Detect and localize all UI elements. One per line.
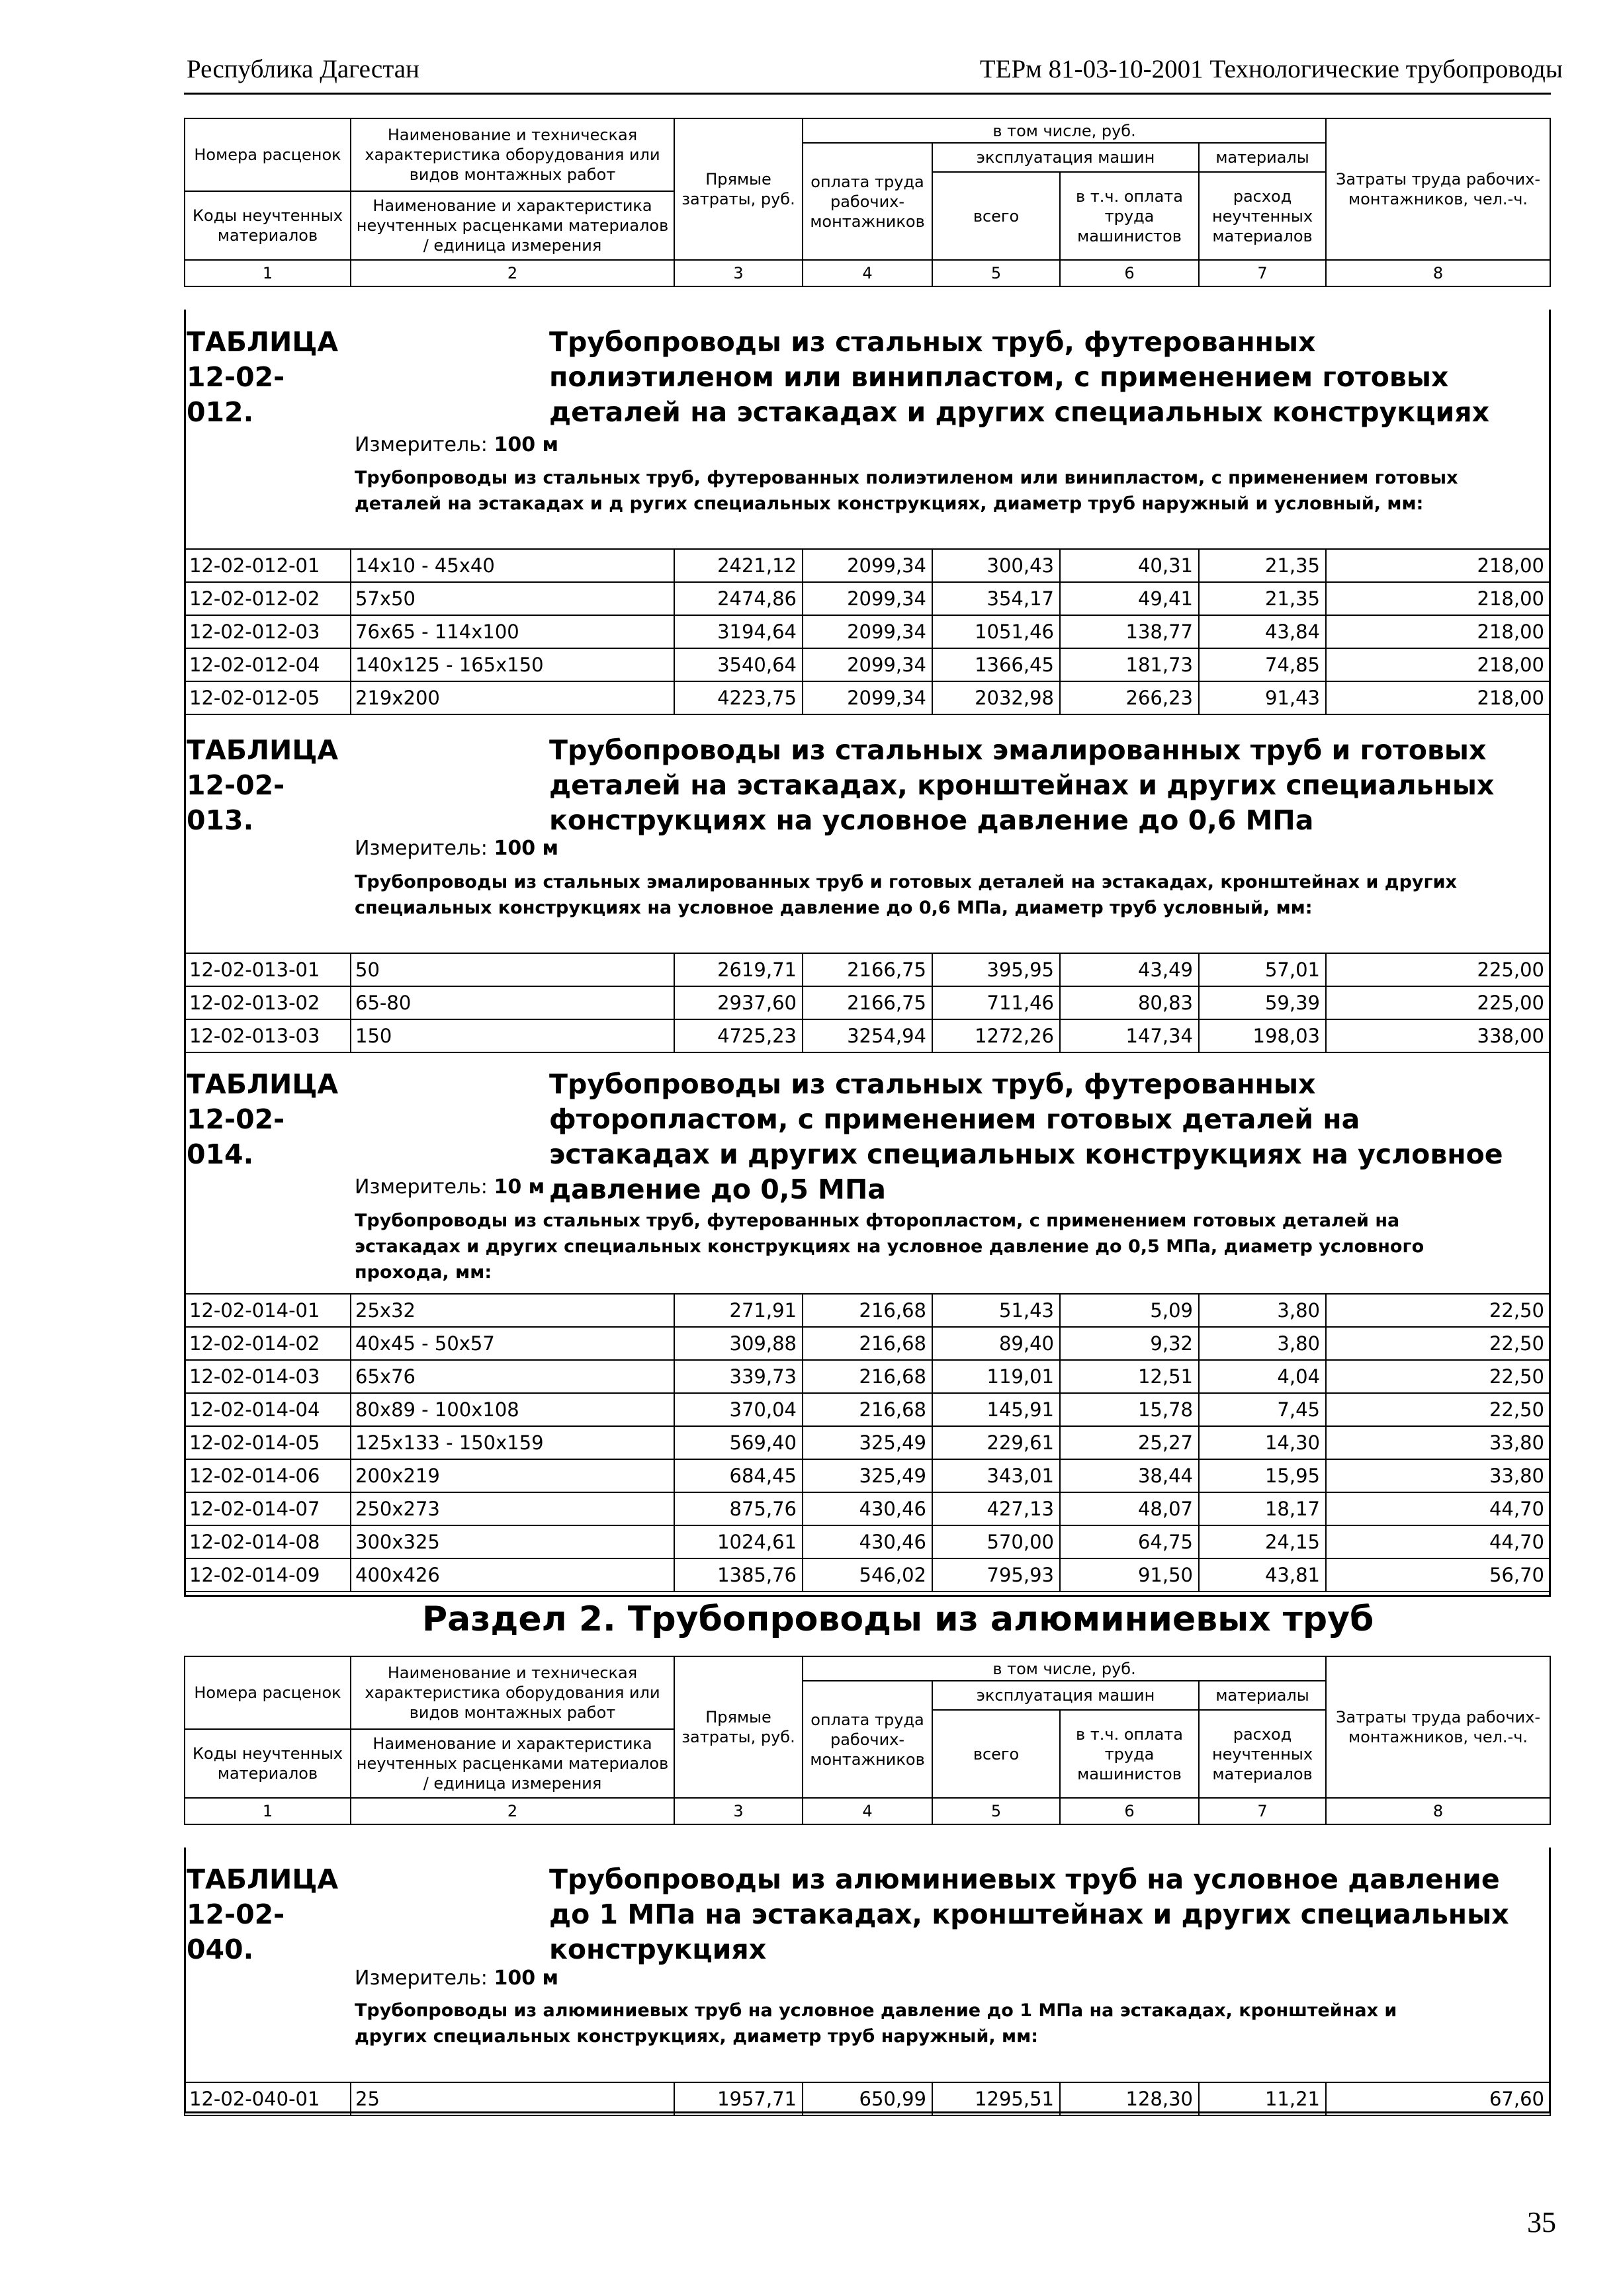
table-row — [185, 953, 1550, 986]
col-rate-numbers: Номера расценок — [185, 1656, 351, 1729]
col-work-name: Наименование и техническая характеристика оборудования или видов монтажных работ — [351, 1656, 674, 1729]
machinists-pay-cell: 40,31 — [1060, 549, 1199, 582]
labor-hours-cell: 22,50 — [1326, 1393, 1550, 1426]
materials-cell: 15,95 — [1199, 1459, 1326, 1492]
table-row — [185, 549, 1550, 582]
machines-total-cell: 300,43 — [932, 549, 1060, 582]
rate-code-cell: 12-02-014-03 — [185, 1360, 351, 1393]
labor-pay-cell: 216,68 — [803, 1393, 932, 1426]
col-machines-total: всего — [932, 172, 1060, 260]
rates-table-040 — [184, 2082, 1551, 2116]
rate-code-cell: 12-02-014-09 — [185, 1558, 351, 1592]
machines-total-cell: 395,95 — [932, 953, 1060, 986]
machines-total-cell: 1272,26 — [932, 1019, 1060, 1052]
materials-cell: 43,84 — [1199, 615, 1326, 648]
table-description: Трубопроводы из стальных эмалированных труб и готовых деталей на эстакадах, кронштейнах и других специальных конструкциях на условное давление до 0,6 МПа, диаметр труб условный, мм: — [355, 872, 1457, 918]
machinists-pay-cell: 25,27 — [1060, 1426, 1199, 1459]
col-material-names: Наименование и характеристика неучтенных расценками материалов / единица измерения — [351, 1729, 674, 1798]
direct-costs-cell: 3194,64 — [674, 615, 803, 648]
work-description-cell: 125x133 - 150x159 — [351, 1426, 674, 1459]
machines-total-cell: 145,91 — [932, 1393, 1060, 1426]
table-row — [185, 1327, 1550, 1360]
labor-hours-cell: 218,00 — [1326, 615, 1550, 648]
col-including: в том числе, руб. — [803, 118, 1326, 143]
col-including: в том числе, руб. — [803, 1656, 1326, 1681]
col-work-name: Наименование и техническая характеристика оборудования или видов монтажных работ — [351, 118, 674, 191]
table-row — [185, 1558, 1550, 1592]
work-description-cell: 14x10 - 45x40 — [351, 549, 674, 582]
direct-costs-cell: 339,73 — [674, 1360, 803, 1393]
col-machinists-pay: в т.ч. оплата труда машинистов — [1060, 1710, 1199, 1798]
section-title: Раздел 2. Трубопроводы из алюминиевых труб — [422, 1599, 1374, 1639]
direct-costs-cell: 684,45 — [674, 1459, 803, 1492]
direct-costs-cell: 2474,86 — [674, 582, 803, 615]
materials-cell: 21,35 — [1199, 549, 1326, 582]
work-description-cell: 50 — [351, 953, 674, 986]
col-material-usage: расход неучтенных материалов — [1199, 1710, 1326, 1798]
rate-code-cell: 12-02-014-07 — [185, 1492, 351, 1525]
labor-hours-cell: 22,50 — [1326, 1360, 1550, 1393]
table-measure — [355, 1175, 545, 1199]
work-description-cell: 250x273 — [351, 1492, 674, 1525]
measure-value: 100 м — [494, 837, 559, 860]
labor-hours-cell: 218,00 — [1326, 681, 1550, 714]
table-measure — [355, 837, 558, 860]
table-row — [185, 582, 1550, 615]
machines-total-cell: 711,46 — [932, 986, 1060, 1019]
col-materials: материалы — [1199, 1681, 1326, 1710]
measure-value: 100 м — [494, 1967, 559, 1990]
measure-value: 10 м — [494, 1175, 545, 1199]
labor-pay-cell: 216,68 — [803, 1360, 932, 1393]
rates-table-012 — [184, 548, 1551, 715]
table-row — [185, 648, 1550, 681]
rates-table-014 — [184, 1293, 1551, 1592]
col-num: 6 — [1060, 1798, 1199, 1824]
materials-cell: 3,80 — [1199, 1327, 1326, 1360]
labor-pay-cell: 2099,34 — [803, 681, 932, 714]
table-row — [185, 1426, 1550, 1459]
col-num: 5 — [932, 1798, 1060, 1824]
direct-costs-cell: 1385,76 — [674, 1558, 803, 1592]
table-caption: Трубопроводы из стальных эмалированных труб и готовых деталей на эстакадах, кронштейнах и других специальных конструкциях на условное давление до 0,6 МПа — [549, 734, 1495, 836]
rate-code-cell: 12-02-013-01 — [185, 953, 351, 986]
machines-total-cell: 795,93 — [932, 1558, 1060, 1592]
materials-cell: 43,81 — [1199, 1558, 1326, 1592]
work-description-cell: 65-80 — [351, 986, 674, 1019]
machinists-pay-cell: 15,78 — [1060, 1393, 1199, 1426]
table-row — [185, 1294, 1550, 1327]
labor-hours-cell: 33,80 — [1326, 1426, 1550, 1459]
col-num: 3 — [674, 260, 803, 286]
machines-total-cell: 570,00 — [932, 1525, 1060, 1558]
col-direct-costs: Прямые затраты, руб. — [674, 118, 803, 260]
machinists-pay-cell: 128,30 — [1060, 2082, 1199, 2115]
work-description-cell: 80x89 - 100x108 — [351, 1393, 674, 1426]
page-number: 35 — [1527, 2206, 1556, 2238]
col-num: 7 — [1199, 260, 1326, 286]
measure-label: Измеритель: — [355, 1967, 488, 1990]
rate-code-cell: 12-02-014-05 — [185, 1426, 351, 1459]
work-description-cell: 25 — [351, 2082, 674, 2115]
direct-costs-cell: 2619,71 — [674, 953, 803, 986]
table-row — [185, 1019, 1550, 1052]
col-machines-total: всего — [932, 1710, 1060, 1798]
materials-cell: 198,03 — [1199, 1019, 1326, 1052]
col-num: 1 — [185, 260, 351, 286]
machinists-pay-cell: 80,83 — [1060, 986, 1199, 1019]
labor-pay-cell: 2166,75 — [803, 986, 932, 1019]
table-number: ТАБЛИЦА 12-02-013. — [187, 734, 339, 836]
col-num: 1 — [185, 1798, 351, 1824]
labor-pay-cell: 216,68 — [803, 1327, 932, 1360]
machinists-pay-cell: 9,32 — [1060, 1327, 1199, 1360]
direct-costs-cell: 875,76 — [674, 1492, 803, 1525]
materials-cell: 4,04 — [1199, 1360, 1326, 1393]
col-labor-hours: Затраты труда рабочих-монтажников, чел.-ч. — [1326, 1656, 1550, 1798]
labor-pay-cell: 430,46 — [803, 1525, 932, 1558]
direct-costs-cell: 271,91 — [674, 1294, 803, 1327]
labor-hours-cell: 44,70 — [1326, 1525, 1550, 1558]
direct-costs-cell: 4223,75 — [674, 681, 803, 714]
col-num: 2 — [351, 260, 674, 286]
labor-hours-cell: 22,50 — [1326, 1327, 1550, 1360]
col-num: 8 — [1326, 1798, 1550, 1824]
machinists-pay-cell: 49,41 — [1060, 582, 1199, 615]
machines-total-cell: 2032,98 — [932, 681, 1060, 714]
table-row — [185, 681, 1550, 714]
col-num: 8 — [1326, 260, 1550, 286]
direct-costs-cell: 1957,71 — [674, 2082, 803, 2115]
rate-code-cell: 12-02-014-04 — [185, 1393, 351, 1426]
col-num: 4 — [803, 260, 932, 286]
work-description-cell: 25x32 — [351, 1294, 674, 1327]
materials-cell: 59,39 — [1199, 986, 1326, 1019]
labor-hours-cell: 44,70 — [1326, 1492, 1550, 1525]
direct-costs-cell: 2937,60 — [674, 986, 803, 1019]
materials-cell: 21,35 — [1199, 582, 1326, 615]
machines-total-cell: 343,01 — [932, 1459, 1060, 1492]
labor-pay-cell: 216,68 — [803, 1294, 932, 1327]
machines-total-cell: 1295,51 — [932, 2082, 1060, 2115]
table-row — [185, 1492, 1550, 1525]
table-measure — [355, 1967, 558, 1990]
col-machines: эксплуатация машин — [932, 1681, 1199, 1710]
column-header-2 — [184, 1656, 1551, 1825]
rate-code-cell: 12-02-014-06 — [185, 1459, 351, 1492]
labor-pay-cell: 430,46 — [803, 1492, 932, 1525]
measure-label: Измеритель: — [355, 433, 488, 456]
col-labor-pay: оплата труда рабочих-монтажников — [803, 143, 932, 260]
table-measure — [355, 433, 558, 456]
col-direct-costs: Прямые затраты, руб. — [674, 1656, 803, 1798]
machinists-pay-cell: 266,23 — [1060, 681, 1199, 714]
col-material-names: Наименование и характеристика неучтенных расценками материалов / единица измерения — [351, 191, 674, 260]
work-description-cell: 40x45 - 50x57 — [351, 1327, 674, 1360]
machines-total-cell: 1366,45 — [932, 648, 1060, 681]
work-description-cell: 76x65 - 114x100 — [351, 615, 674, 648]
table-description: Трубопроводы из стальных труб, футерованных фторопластом, с применением готовых деталей на эстакадах и других специальных конструкциях на условное давление до 0,5 МПа, диаметр условного прохода, мм: — [355, 1211, 1424, 1283]
direct-costs-cell: 1024,61 — [674, 1525, 803, 1558]
labor-hours-cell: 218,00 — [1326, 582, 1550, 615]
machinists-pay-cell: 138,77 — [1060, 615, 1199, 648]
machines-total-cell: 119,01 — [932, 1360, 1060, 1393]
rate-code-cell: 12-02-012-01 — [185, 549, 351, 582]
table-row — [185, 1525, 1550, 1558]
machinists-pay-cell: 181,73 — [1060, 648, 1199, 681]
running-header-left: Республика Дагестан — [187, 55, 419, 83]
direct-costs-cell: 3540,64 — [674, 648, 803, 681]
machines-total-cell: 427,13 — [932, 1492, 1060, 1525]
labor-pay-cell: 650,99 — [803, 2082, 932, 2115]
work-description-cell: 219x200 — [351, 681, 674, 714]
materials-cell: 7,45 — [1199, 1393, 1326, 1426]
machines-total-cell: 89,40 — [932, 1327, 1060, 1360]
machinists-pay-cell: 12,51 — [1060, 1360, 1199, 1393]
col-num: 3 — [674, 1798, 803, 1824]
labor-hours-cell: 22,50 — [1326, 1294, 1550, 1327]
table-number: ТАБЛИЦА 12-02-040. — [187, 1863, 339, 1965]
table-row — [185, 1393, 1550, 1426]
rate-code-cell: 12-02-014-08 — [185, 1525, 351, 1558]
materials-cell: 91,43 — [1199, 681, 1326, 714]
labor-hours-cell: 218,00 — [1326, 549, 1550, 582]
machinists-pay-cell: 43,49 — [1060, 953, 1199, 986]
col-machines: эксплуатация машин — [932, 143, 1199, 172]
table-caption: Трубопроводы из алюминиевых труб на условное давление до 1 МПа на эстакадах, кронштейнах и других специальных конструкциях — [549, 1863, 1509, 1965]
table-row — [185, 2082, 1550, 2115]
materials-cell: 11,21 — [1199, 2082, 1326, 2115]
col-num: 2 — [351, 1798, 674, 1824]
direct-costs-cell: 2421,12 — [674, 549, 803, 582]
labor-hours-cell: 225,00 — [1326, 986, 1550, 1019]
labor-pay-cell: 3254,94 — [803, 1019, 932, 1052]
materials-cell: 24,15 — [1199, 1525, 1326, 1558]
rate-code-cell: 12-02-014-02 — [185, 1327, 351, 1360]
machinists-pay-cell: 91,50 — [1060, 1558, 1199, 1592]
machines-total-cell: 51,43 — [932, 1294, 1060, 1327]
measure-value: 100 м — [494, 433, 559, 456]
header-rule — [184, 93, 1551, 95]
labor-pay-cell: 546,02 — [803, 1558, 932, 1592]
rate-code-cell: 12-02-014-01 — [185, 1294, 351, 1327]
col-labor-pay: оплата труда рабочих-монтажников — [803, 1681, 932, 1798]
machinists-pay-cell: 48,07 — [1060, 1492, 1199, 1525]
labor-hours-cell: 67,60 — [1326, 2082, 1550, 2115]
labor-hours-cell: 338,00 — [1326, 1019, 1550, 1052]
work-description-cell: 400x426 — [351, 1558, 674, 1592]
table-number: ТАБЛИЦА 12-02-012. — [187, 326, 339, 428]
col-machinists-pay: в т.ч. оплата труда машинистов — [1060, 172, 1199, 260]
labor-pay-cell: 2099,34 — [803, 615, 932, 648]
machinists-pay-cell: 5,09 — [1060, 1294, 1199, 1327]
machinists-pay-cell: 147,34 — [1060, 1019, 1199, 1052]
labor-pay-cell: 325,49 — [803, 1459, 932, 1492]
rate-code-cell: 12-02-012-04 — [185, 648, 351, 681]
materials-cell: 74,85 — [1199, 648, 1326, 681]
labor-hours-cell: 218,00 — [1326, 648, 1550, 681]
col-materials: материалы — [1199, 143, 1326, 172]
machines-total-cell: 354,17 — [932, 582, 1060, 615]
work-description-cell: 140x125 - 165x150 — [351, 648, 674, 681]
rates-table-013 — [184, 953, 1551, 1053]
machines-total-cell: 1051,46 — [932, 615, 1060, 648]
running-header-right: ТЕРм 81-03-10-2001 Технологические трубопроводы — [979, 55, 1563, 83]
table-row — [185, 1459, 1550, 1492]
work-description-cell: 57x50 — [351, 582, 674, 615]
col-num: 5 — [932, 260, 1060, 286]
table-description: Трубопроводы из стальных труб, футерованных полиэтиленом или винипластом, с применением готовых деталей на эстакадах и д ругих специальных конструкциях, диаметр труб наружный и условный, мм: — [355, 468, 1458, 514]
labor-pay-cell: 2099,34 — [803, 648, 932, 681]
labor-hours-cell: 33,80 — [1326, 1459, 1550, 1492]
labor-hours-cell: 56,70 — [1326, 1558, 1550, 1592]
labor-pay-cell: 2099,34 — [803, 582, 932, 615]
direct-costs-cell: 4725,23 — [674, 1019, 803, 1052]
machinists-pay-cell: 64,75 — [1060, 1525, 1199, 1558]
column-header-1 — [184, 118, 1551, 287]
labor-pay-cell: 2099,34 — [803, 549, 932, 582]
table-number: ТАБЛИЦА 12-02-014. — [187, 1068, 339, 1170]
col-rate-numbers: Номера расценок — [185, 118, 351, 191]
work-description-cell: 200x219 — [351, 1459, 674, 1492]
table-description: Трубопроводы из алюминиевых труб на условное давление до 1 МПа на эстакадах, кронштейнах и других специальных конструкциях, диаметр труб наружный, мм: — [355, 2000, 1397, 2047]
measure-label: Измеритель: — [355, 1175, 488, 1199]
table-caption: Трубопроводы из стальных труб, футерованных фторопластом, с применением готовых деталей на эстакадах и других специальных конструкциях на условное давление до 0,5 МПа — [549, 1068, 1503, 1205]
labor-pay-cell: 2166,75 — [803, 953, 932, 986]
labor-hours-cell: 225,00 — [1326, 953, 1550, 986]
measure-label: Измеритель: — [355, 837, 488, 860]
work-description-cell: 300x325 — [351, 1525, 674, 1558]
col-num: 6 — [1060, 260, 1199, 286]
table-row — [185, 1360, 1550, 1393]
rate-code-cell: 12-02-012-05 — [185, 681, 351, 714]
rate-code-cell: 12-02-012-02 — [185, 582, 351, 615]
machinists-pay-cell: 38,44 — [1060, 1459, 1199, 1492]
table-caption: Трубопроводы из стальных труб, футерованных полиэтиленом или винипластом, с применением готовых деталей на эстакадах и других специальных конструкциях — [549, 326, 1490, 428]
col-labor-hours: Затраты труда рабочих-монтажников, чел.-ч. — [1326, 118, 1550, 260]
work-description-cell: 65x76 — [351, 1360, 674, 1393]
materials-cell: 3,80 — [1199, 1294, 1326, 1327]
materials-cell: 57,01 — [1199, 953, 1326, 986]
materials-cell: 18,17 — [1199, 1492, 1326, 1525]
rate-code-cell: 12-02-040-01 — [185, 2082, 351, 2115]
work-description-cell: 150 — [351, 1019, 674, 1052]
table-row — [185, 986, 1550, 1019]
rate-code-cell: 12-02-013-03 — [185, 1019, 351, 1052]
col-material-usage: расход неучтенных материалов — [1199, 172, 1326, 260]
materials-cell: 14,30 — [1199, 1426, 1326, 1459]
machines-total-cell: 229,61 — [932, 1426, 1060, 1459]
rate-code-cell: 12-02-012-03 — [185, 615, 351, 648]
table-row — [185, 615, 1550, 648]
col-num: 4 — [803, 1798, 932, 1824]
col-num: 7 — [1199, 1798, 1326, 1824]
direct-costs-cell: 309,88 — [674, 1327, 803, 1360]
labor-pay-cell: 325,49 — [803, 1426, 932, 1459]
col-material-codes: Коды неучтенных материалов — [185, 1729, 351, 1798]
col-material-codes: Коды неучтенных материалов — [185, 191, 351, 260]
direct-costs-cell: 370,04 — [674, 1393, 803, 1426]
direct-costs-cell: 569,40 — [674, 1426, 803, 1459]
rate-code-cell: 12-02-013-02 — [185, 986, 351, 1019]
